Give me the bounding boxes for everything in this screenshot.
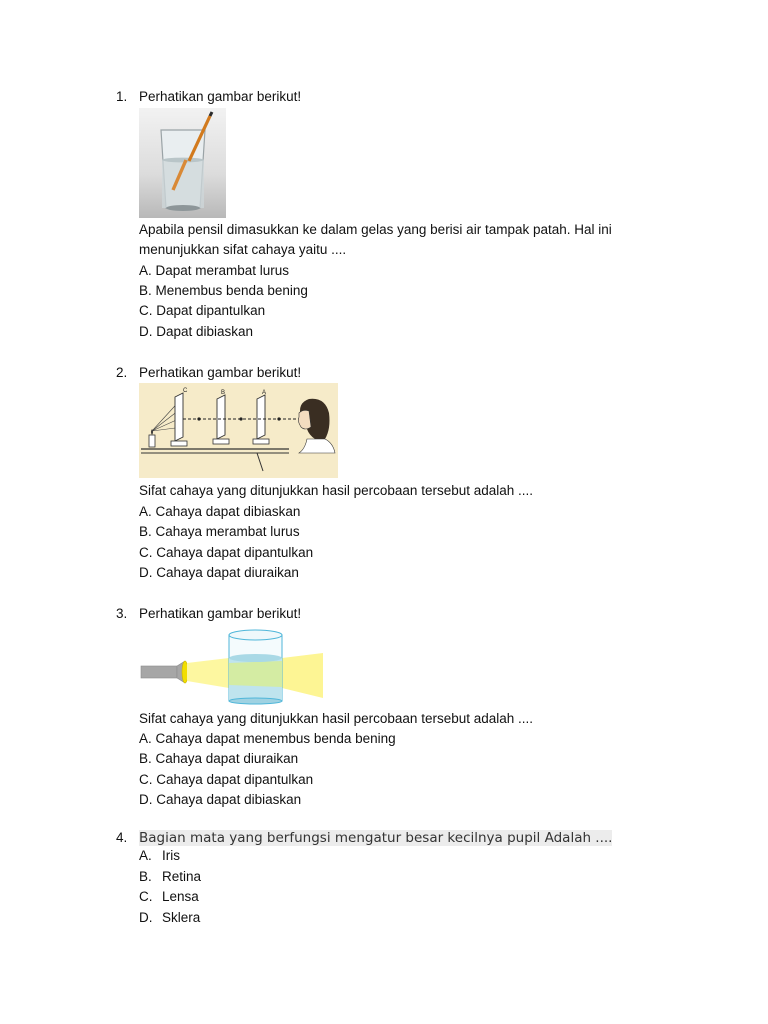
question-prompt: Perhatikan gambar berikut! (139, 365, 302, 380)
option-c[interactable]: Lensa (162, 889, 199, 904)
option-d[interactable]: D. Cahaya dapat diuraikan (139, 565, 299, 580)
option-b[interactable]: B. Cahaya dapat diuraikan (139, 751, 299, 766)
option-d[interactable]: D. Dapat dibiaskan (139, 324, 254, 339)
question-text-line: menunjukkan sifat cahaya yaitu .... (139, 242, 347, 257)
question-prompt: Perhatikan gambar berikut! (139, 606, 302, 621)
option-c[interactable]: C. Cahaya dapat dipantulkan (139, 772, 314, 787)
option-d[interactable]: D. Cahaya dapat dibiaskan (139, 792, 302, 807)
option-c[interactable]: C. Cahaya dapat dipantulkan (139, 545, 314, 560)
question-number: 4. (116, 830, 128, 845)
option-d[interactable]: Sklera (162, 910, 201, 925)
option-d-letter: D. (139, 910, 153, 925)
figure-label-c: C (183, 388, 188, 394)
pencil-in-glass-image (139, 108, 226, 218)
figure-label-b: B (221, 390, 226, 396)
option-a-letter: A. (139, 848, 152, 863)
question-number: 1. (116, 89, 128, 104)
option-b[interactable]: B. Menembus benda bening (139, 283, 308, 298)
light-straight-experiment-image (139, 383, 338, 478)
option-a[interactable]: A. Dapat merambat lurus (139, 263, 290, 278)
option-a[interactable]: Iris (162, 848, 180, 863)
option-b[interactable]: Retina (162, 869, 202, 884)
question-text-line: Apabila pensil dimasukkan ke dalam gelas yang berisi air tampak patah. Hal ini (139, 222, 612, 237)
option-b[interactable]: B. Cahaya merambat lurus (139, 524, 300, 539)
question-prompt: Perhatikan gambar berikut! (139, 89, 302, 104)
option-c-letter: C. (139, 889, 153, 904)
option-a[interactable]: A. Cahaya dapat menembus benda bening (139, 731, 396, 746)
option-c[interactable]: C. Dapat dipantulkan (139, 303, 266, 318)
option-b-letter: B. (139, 869, 152, 884)
option-a[interactable]: A. Cahaya dapat dibiaskan (139, 504, 301, 519)
question-prompt: Bagian mata yang berfungsi mengatur besar kecilnya pupil Adalah .... (139, 830, 613, 846)
figure-label-a: A (262, 390, 267, 396)
question-number: 3. (116, 606, 128, 621)
question-text-line: Sifat cahaya yang ditunjukkan hasil percobaan tersebut adalah .... (139, 711, 534, 726)
flashlight-through-water-image (139, 625, 325, 705)
question-text-line: Sifat cahaya yang ditunjukkan hasil percobaan tersebut adalah .... (139, 483, 534, 498)
question-number: 2. (116, 365, 128, 380)
